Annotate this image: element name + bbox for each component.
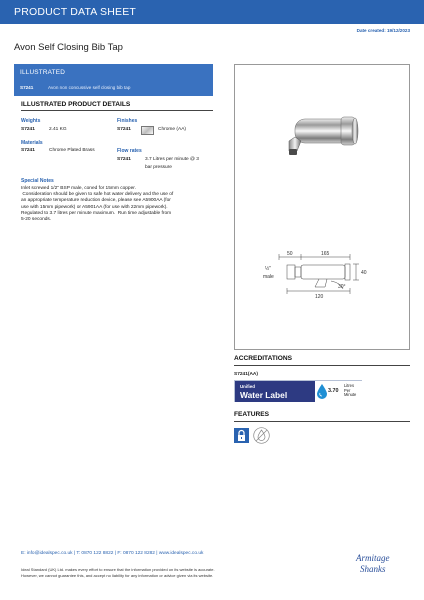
note-line: use with 15mm pipework) or A5901AA (for use with 22mm pipework). <box>21 204 168 210</box>
finishes-value: Chrome (AA) <box>158 127 186 132</box>
weights-label: Weights <box>21 118 41 124</box>
weights-value: 2.41 KG <box>49 127 67 132</box>
special-notes-text <box>21 186 213 223</box>
features-divider <box>234 421 410 422</box>
disclaimer-line: Ideal Standard (UK) Ltd. makes every effort to ensure that the information provided on its website is accurate. <box>21 567 215 572</box>
special-notes-label: Special Notes <box>21 178 54 184</box>
water-label-unit <box>344 384 364 398</box>
flow-rates-code: S7241 <box>117 157 131 162</box>
illustrated-label: ILLUSTRATED <box>20 69 66 76</box>
features-heading: FEATURES <box>234 411 270 418</box>
dim-angle: 30° <box>338 284 346 290</box>
technical-drawing <box>279 254 359 294</box>
logo-line1: Armitage <box>356 553 390 563</box>
dim-top-right: 165 <box>321 251 330 257</box>
water-label-value: 3.70 <box>328 388 339 394</box>
note-line: 5-20 seconds. <box>21 217 52 223</box>
illustrated-description: Avon non concussive self closing bib tap <box>48 85 131 90</box>
accreditations-divider <box>234 365 410 366</box>
illustrated-band <box>14 64 213 96</box>
inlet-size: ½" <box>265 266 271 272</box>
note-line: Inlet screwed 1/2" BSP male, coned for 15mm copper. <box>21 186 136 191</box>
water-label-unit-line: Minute <box>344 392 357 398</box>
product-name: Avon Self Closing Bib Tap <box>14 42 123 53</box>
footer-disclaimer <box>21 567 351 579</box>
flow-rates-value-line2: bar pressure <box>145 165 172 170</box>
inlet-type: male <box>263 274 274 280</box>
water-label-unit-line: Litres <box>344 383 355 388</box>
chrome-finish-swatch <box>141 126 154 135</box>
materials-value: Chrome Plated Brass <box>49 148 95 153</box>
footer-contact: E: info@idealspec.co.uk | T: 0870 122 8822 | F: 0870 122 8282 | www.idealspec.co.uk <box>21 551 204 556</box>
weights-code: S7241 <box>21 127 35 132</box>
materials-label: Materials <box>21 140 43 146</box>
details-heading: ILLUSTRATED PRODUCT DETAILS <box>21 101 131 108</box>
product-illustration <box>235 65 411 351</box>
product-image-panel <box>234 64 410 350</box>
note-line: Regulated to 3.7 litres per minute maximum. Run time adjustable from <box>21 210 172 216</box>
water-saving-icon <box>253 427 270 444</box>
flow-rates-label: Flow rates <box>117 148 142 154</box>
page-title: PRODUCT DATA SHEET <box>14 6 137 18</box>
accreditation-code: S7241(AA) <box>234 372 258 377</box>
accreditations-heading: ACCREDITATIONS <box>234 355 292 362</box>
note-line: an appropriate temperature reduction device, please see A5900AA (for <box>21 198 171 204</box>
armitage-shanks-logo <box>348 550 410 578</box>
dim-top-left: 50 <box>287 251 293 257</box>
water-label-title: Water Label <box>240 390 288 400</box>
lock-icon <box>234 428 249 443</box>
header-bar <box>0 0 424 24</box>
water-label-unit-line: Per <box>344 387 351 393</box>
finishes-code: S7241 <box>117 127 131 132</box>
dim-bottom: 120 <box>315 294 324 300</box>
tap-photo <box>289 117 358 155</box>
illustrated-code: S7241 <box>20 85 34 90</box>
details-divider <box>21 110 213 111</box>
disclaimer-line: However, we cannot guarantee this, and accept no liability for any information or advice given via its website. <box>21 573 214 578</box>
water-label-badge <box>234 380 362 402</box>
note-line: Consideration should be given to safe hot water delivery and the use of <box>21 192 174 198</box>
dim-height: 40 <box>361 270 367 276</box>
materials-code: S7241 <box>21 148 35 153</box>
date-created: Date created: 19/12/2023 <box>356 28 410 33</box>
water-label-unified: Unified <box>240 384 255 389</box>
flow-rates-value-line1: 3.7 Litres per minute @ 3 <box>145 157 199 162</box>
finishes-label: Finishes <box>117 118 138 124</box>
logo-line2: Shanks <box>360 564 386 574</box>
water-drop-icon <box>317 384 327 399</box>
